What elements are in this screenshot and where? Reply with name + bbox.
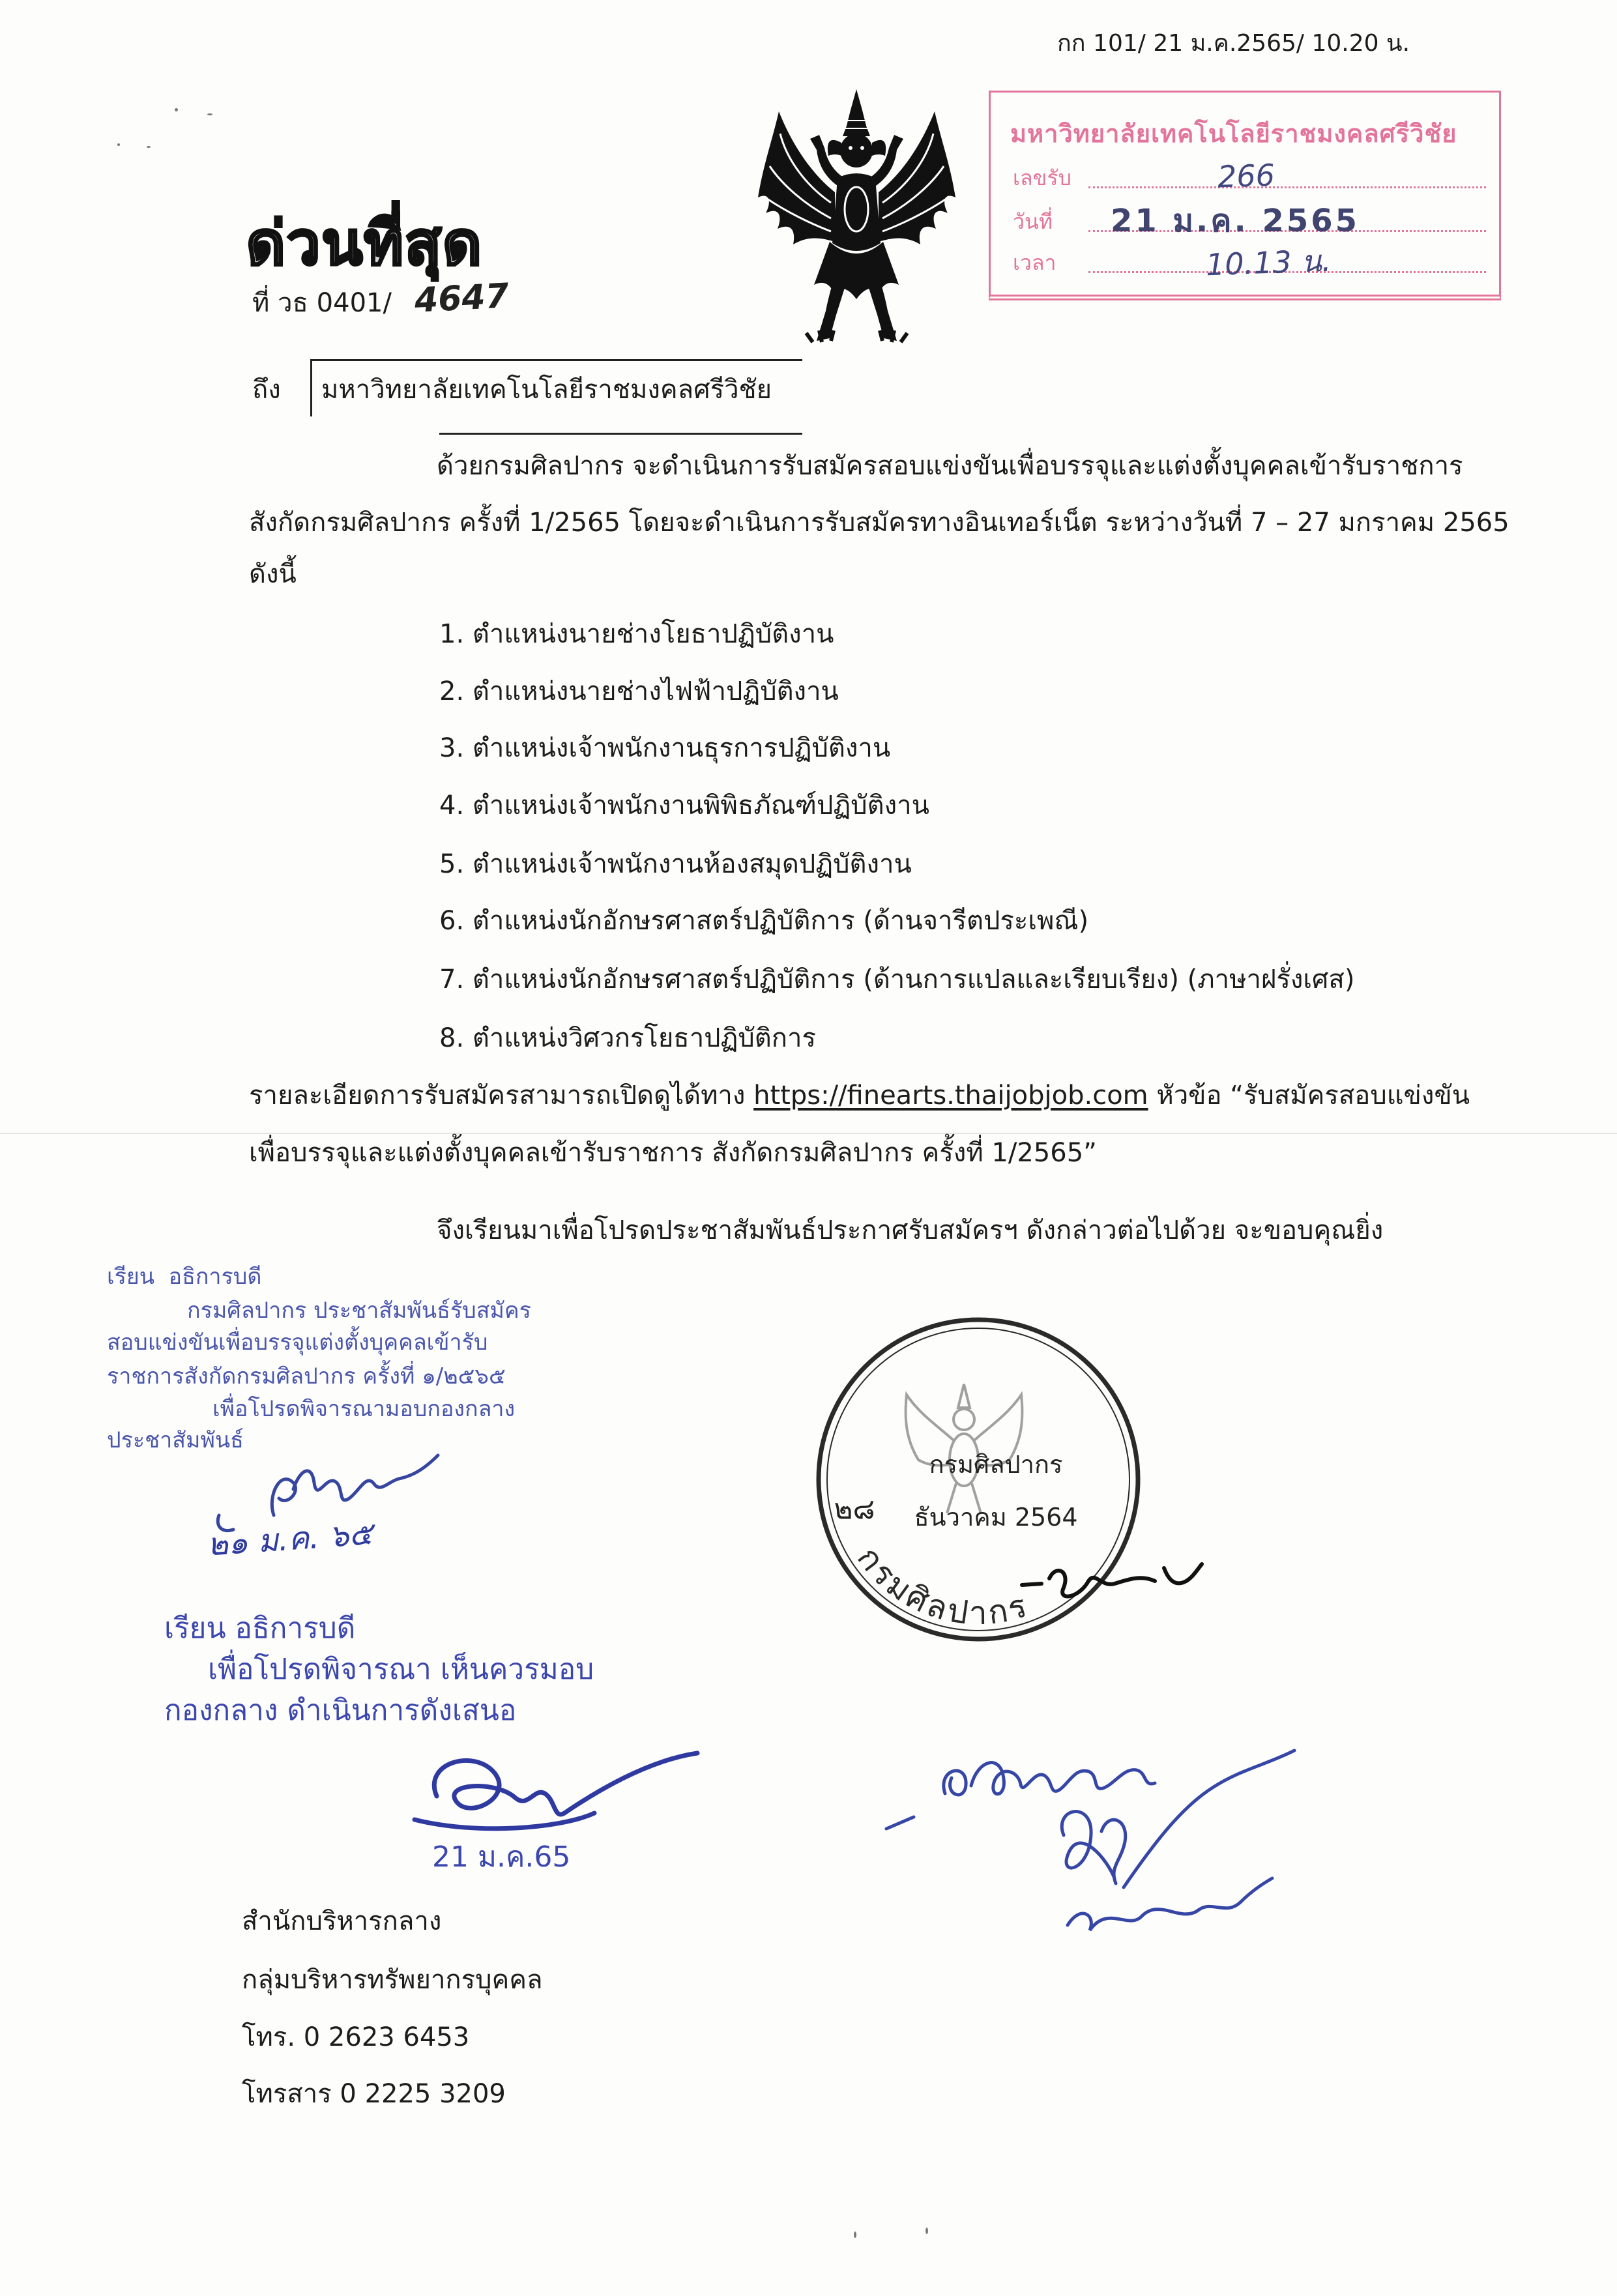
minute-2-line: กองกลาง ดำเนินการดังเสนอ xyxy=(164,1694,517,1727)
garuda-crown xyxy=(843,89,870,136)
stamp-label-number: เลขรับ xyxy=(1013,166,1071,190)
seal-rim xyxy=(850,1539,1034,1632)
garuda-emblem-figure xyxy=(758,89,955,342)
details-prefix: รายละเอียดการรับสมัครสามารถเปิดดูได้ทาง xyxy=(249,1081,754,1111)
scan-speck xyxy=(207,113,212,115)
seal-rim-text: กรมศิลปากร xyxy=(849,1539,1034,1633)
minute-1-line: กรมศิลปากร ประชาสัมพันธ์รับสมัคร xyxy=(187,1298,531,1324)
stamp-label-time: เวลา xyxy=(1013,250,1056,275)
minute-2-line: เพื่อโปรดพิจารณา เห็นควรมอบ xyxy=(208,1653,594,1686)
seal-month-year: ธันวาคม 2564 xyxy=(914,1503,1078,1532)
minute-2-date: 21 ม.ค.65 xyxy=(432,1840,571,1874)
to-label: ถึง xyxy=(252,375,281,405)
minute-2-line: เรียน อธิการบดี xyxy=(164,1612,356,1645)
closing-line: จึงเรียนมาเพื่อโปรดประชาสัมพันธ์ประกาศรับสมัครฯ ดังกล่าวต่อไปด้วย จะขอบคุณยิ่ง xyxy=(437,1215,1384,1245)
scan-speck xyxy=(925,2228,928,2234)
garuda-right-wing xyxy=(879,111,955,244)
details-url: https://finearts.thaijobjob.com xyxy=(753,1081,1148,1111)
seal-garuda xyxy=(906,1384,1023,1513)
position-item: 7. ตำแหน่งนักอักษรศาสตร์ปฏิบัติการ (ด้านการแปลและเรียบเรียง) (ภาษาฝรั่งเศส) xyxy=(439,965,1355,995)
garuda-left-wing xyxy=(758,111,835,244)
signature-right-handwriting xyxy=(873,1707,1317,1949)
minute-1-line: เพื่อโปรดพิจารณามอบกองกลาง xyxy=(212,1396,516,1422)
seal-day: ๒๘ xyxy=(834,1492,875,1526)
recipient-box-underline xyxy=(439,433,802,435)
contact-division: กลุ่มบริหารทรัพยากรบุคคล xyxy=(242,1965,543,1995)
signature-stroke xyxy=(415,1753,697,1829)
document-number-handwritten: 4647 xyxy=(413,276,510,321)
signature-minute-2 xyxy=(398,1734,704,1844)
position-item: 8. ตำแหน่งวิศวกรโยธาปฏิบัติการ xyxy=(439,1023,816,1053)
signature-stroke xyxy=(1022,1564,1202,1596)
scan-speck xyxy=(117,143,120,146)
minute-1-line: สอบแข่งขันเพื่อบรรจุแต่งตั้งบุคคลเข้ารับ xyxy=(107,1330,488,1356)
stamp-dotted-line xyxy=(1088,186,1486,188)
seal-top-text: กรมศิลปากร xyxy=(929,1450,1063,1479)
minute-1-handwritten-date: ๒๑ ม.ค. ๖๕ xyxy=(206,1515,374,1563)
intro-line: สังกัดกรมศิลปากร ครั้งที่ 1/2565 โดยจะดำเนินการรับสมัครทางอินเทอร์เน็ต ระหว่างวันที่ 7 – 27 มกราคม 2565 xyxy=(249,508,1509,538)
recipient-box xyxy=(310,359,802,416)
recipient-name: มหาวิทยาลัยเทคโนโลยีราชมงคลศรีวิชัย xyxy=(321,375,772,405)
details-line: เพื่อบรรจุและแต่งตั้งบุคคลเข้ารับราชการ สังกัดกรมศิลปากร ครั้งที่ 1/2565” xyxy=(249,1138,1097,1168)
signature-stroke xyxy=(886,1751,1294,1930)
stamp-label-date: วันที่ xyxy=(1013,209,1053,234)
stamp-value-number: 266 xyxy=(1217,157,1275,195)
details-suffix: หัวข้อ “รับสมัครสอบแข่งขัน xyxy=(1148,1081,1470,1111)
contact-phone: โทร. 0 2623 6453 xyxy=(242,2022,470,2052)
urgency-stamp: ด่วนที่สุด xyxy=(246,208,483,278)
receipt-stamp xyxy=(989,91,1501,300)
garuda-emblem xyxy=(754,88,959,344)
reference-note: กก 101/ 21 ม.ค.2565/ 10.20 น. xyxy=(1057,30,1410,57)
garuda-body xyxy=(832,173,881,251)
position-item: 6. ตำแหน่งนักอักษรศาสตร์ปฏิบัติการ (ด้านจารีตประเพณี) xyxy=(439,906,1089,936)
scan-speck xyxy=(175,108,178,111)
scan-fold-crease xyxy=(0,1133,1617,1134)
intro-line: ด้วยกรมศิลปากร จะดำเนินการรับสมัครสอบแข่งขันเพื่อบรรจุและแต่งตั้งบุคคลเข้ารับราชการ xyxy=(437,451,1463,481)
signature-over-seal xyxy=(1017,1551,1206,1616)
document-number-label: ที่ วธ 0401/ xyxy=(252,288,392,318)
position-item: 2. ตำแหน่งนายช่างไฟฟ้าปฏิบัติงาน xyxy=(439,676,839,706)
contact-fax: โทรสาร 0 2225 3209 xyxy=(242,2079,506,2109)
position-item: 3. ตำแหน่งเจ้าพนักงานธุรการปฏิบัติงาน xyxy=(439,733,891,763)
minute-1-line: เรียน อธิการบดี xyxy=(107,1264,262,1290)
stamp-value-date: 21 ม.ค. 2565 xyxy=(1111,203,1360,239)
contact-office: สำนักบริหารกลาง xyxy=(242,1906,442,1936)
minute-1-line: ราชการสังกัดกรมศิลปากร ครั้งที่ ๑/๒๕๖๕ xyxy=(107,1363,506,1389)
stamp-organization: มหาวิทยาลัยเทคโนโลยีราชมงคลศรีวิชัย xyxy=(1010,119,1457,148)
details-line xyxy=(249,1079,1470,1112)
position-item: 5. ตำแหน่งเจ้าพนักงานห้องสมุดปฏิบัติงาน xyxy=(439,849,912,879)
intro-line: ดังนี้ xyxy=(249,559,297,589)
position-item: 1. ตำแหน่งนายช่างโยธาปฏิบัติงาน xyxy=(439,619,834,649)
scan-speck xyxy=(147,146,151,148)
stamp-value-time: 10.13 น. xyxy=(1205,242,1332,283)
scan-speck xyxy=(854,2231,856,2238)
position-item: 4. ตำแหน่งเจ้าพนักงานพิพิธภัณฑ์ปฏิบัติงาน xyxy=(439,791,929,821)
minute-1-line: ประชาสัมพันธ์ xyxy=(107,1427,244,1453)
